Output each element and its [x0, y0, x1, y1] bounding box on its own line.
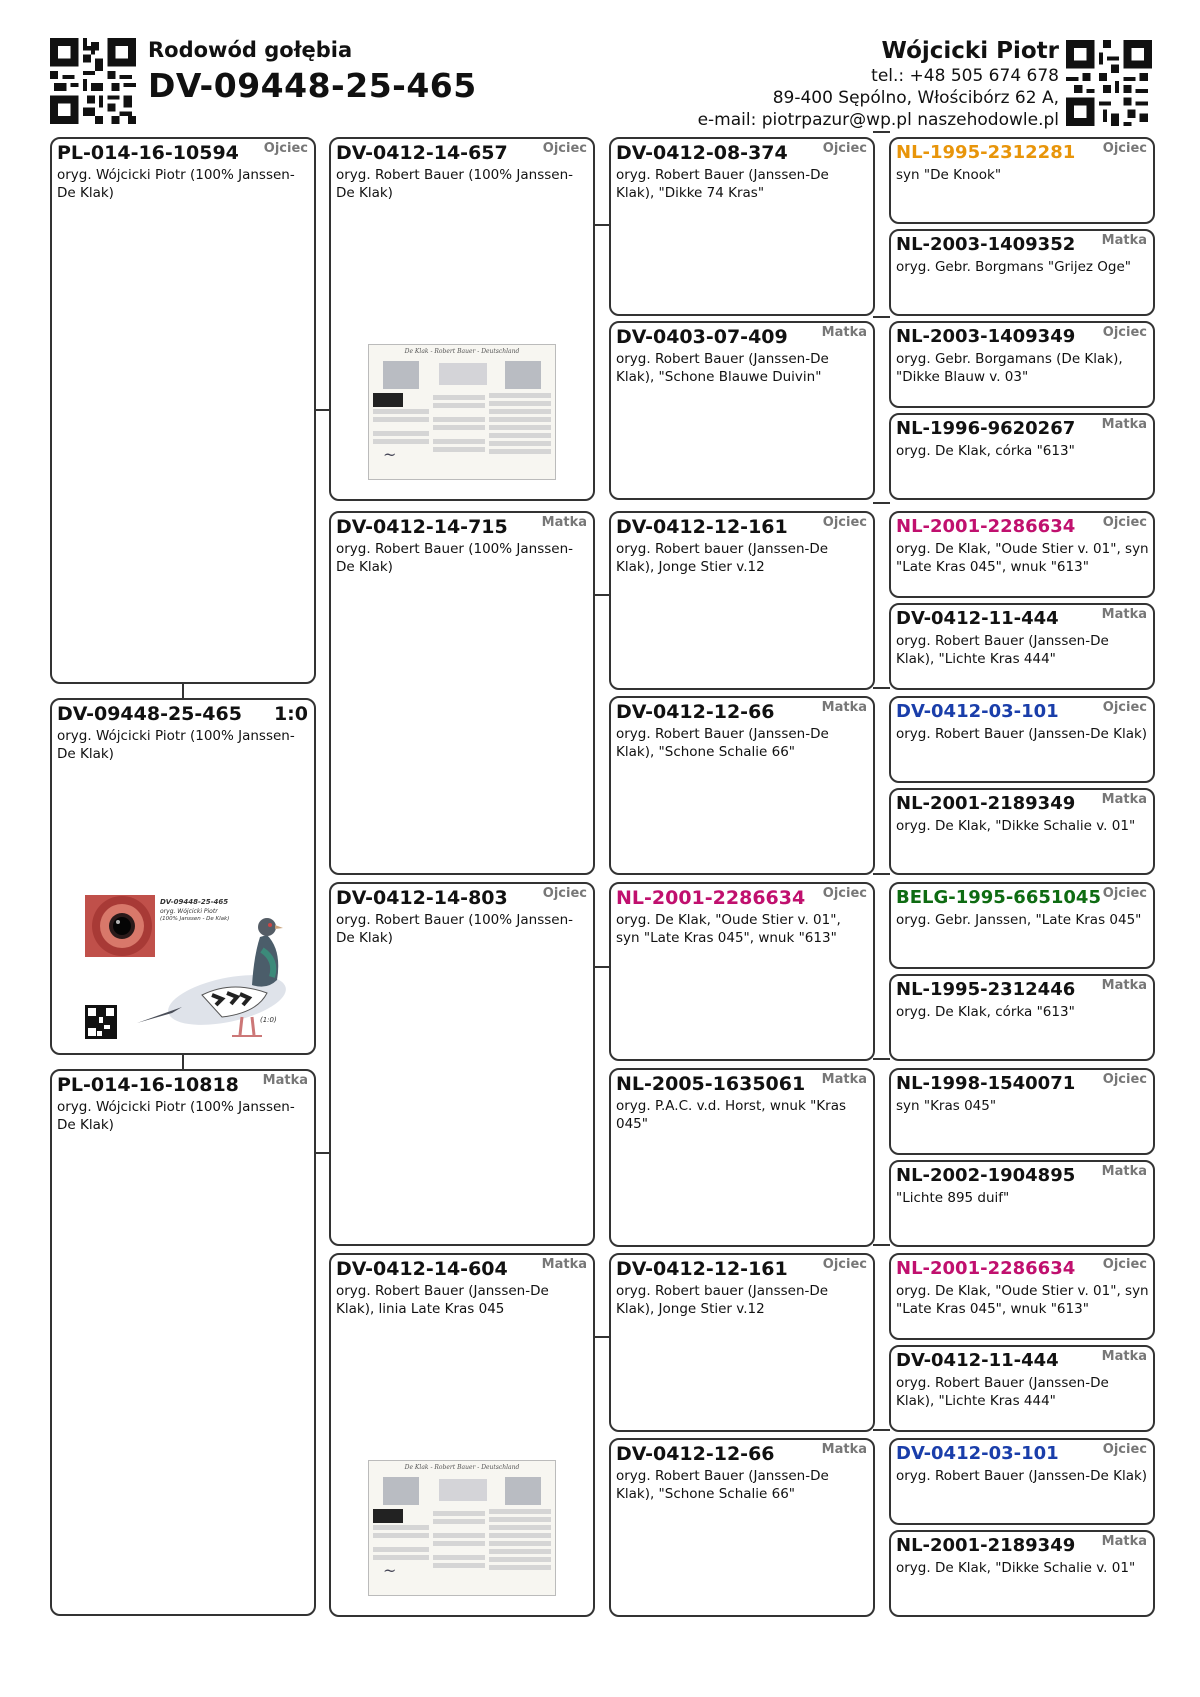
great-grandparent-card[interactable] — [609, 511, 875, 690]
sex-label: Ojciec — [542, 886, 587, 901]
connector-line — [873, 1244, 890, 1246]
great-grandparent-card[interactable] — [609, 1068, 875, 1247]
parent-card-dam[interactable] — [50, 1069, 316, 1616]
great-grandparent-card[interactable] — [609, 137, 875, 316]
sex-label: Matka — [821, 1442, 867, 1457]
photo-caption-sex: (1:0) — [260, 1016, 277, 1024]
gen4-card[interactable] — [889, 1345, 1155, 1432]
great-grandparent-card[interactable] — [609, 1253, 875, 1432]
sex-label: Ojciec — [1102, 700, 1147, 715]
ring-number: NL-2002-1904895 — [896, 1165, 1076, 1186]
gen4-card[interactable] — [889, 882, 1155, 969]
description: oryg. Robert Bauer (Janssen-De Klak), "Dikke 74 Kras" — [616, 167, 829, 201]
ring-number: PL-014-16-10594 — [57, 142, 239, 164]
pigeon-eye-image — [85, 895, 155, 957]
sex-label: Matka — [1101, 417, 1147, 432]
great-grandparent-card[interactable] — [609, 321, 875, 500]
sex-label: 1:0 — [273, 703, 308, 725]
connector-line — [593, 1336, 610, 1338]
ring-number: NL-2001-2286634 — [616, 887, 806, 909]
qr-code-left — [50, 38, 136, 124]
description: oryg. Robert Bauer (100% Janssen-De Klak) — [336, 541, 573, 575]
ring-number: DV-0412-12-161 — [616, 1258, 788, 1280]
ring-number: DV-09448-25-465 — [57, 703, 242, 725]
gen4-card[interactable] — [889, 1253, 1155, 1340]
connector-line — [593, 966, 610, 968]
description: syn "Kras 045" — [896, 1098, 997, 1114]
breeder-address: 89-400 Sępólno, Włościbórz 62 A, — [772, 88, 1059, 108]
great-grandparent-card[interactable] — [609, 696, 875, 875]
ring-number: DV-0412-03-101 — [896, 701, 1059, 722]
ring-number: DV-0412-03-101 — [896, 1443, 1059, 1464]
sex-label: Ojciec — [1102, 515, 1147, 530]
ring-number: NL-1996-9620267 — [896, 418, 1076, 439]
header-ring-number: DV-09448-25-465 — [148, 66, 477, 105]
sex-label: Ojciec — [822, 515, 867, 530]
connector-line — [182, 683, 184, 699]
connector-line — [873, 1058, 890, 1060]
description: oryg. Robert Bauer (100% Janssen-De Klak) — [336, 167, 573, 201]
ring-number: DV-0412-08-374 — [616, 142, 788, 164]
sex-label: Matka — [262, 1073, 308, 1088]
pedigree-title: Rodowód gołębia — [148, 38, 353, 62]
ring-number: NL-2003-1409352 — [896, 234, 1076, 255]
gen4-card[interactable] — [889, 1068, 1155, 1155]
sex-label: Ojciec — [1102, 886, 1147, 901]
ring-number: NL-1995-2312281 — [896, 142, 1076, 163]
connector-line — [873, 687, 890, 689]
description: oryg. Robert Bauer (Janssen-De Klak), "Lichte Kras 444" — [896, 633, 1109, 667]
photo-caption-ring: DV-09448-25-465 — [160, 898, 229, 906]
ring-number: DV-0412-11-444 — [896, 608, 1059, 629]
gen4-card[interactable] — [889, 974, 1155, 1061]
certificate-title: De Klak - Robert Bauer - Deutschland — [404, 348, 520, 355]
sex-label: Matka — [1101, 1349, 1147, 1364]
description: oryg. Gebr. Janssen, "Late Kras 045" — [896, 912, 1142, 928]
ring-number: DV-0412-11-444 — [896, 1350, 1059, 1371]
gen4-card[interactable] — [889, 788, 1155, 875]
ring-number: BELG-1995-6651045 — [896, 887, 1101, 908]
breeder-name: Wójcicki Piotr — [881, 38, 1059, 64]
ring-number: DV-0412-12-66 — [616, 701, 775, 723]
ring-number: DV-0412-12-66 — [616, 1443, 775, 1465]
description: oryg. De Klak, "Oude Stier v. 01", syn "Late Kras 045", wnuk "613" — [616, 912, 841, 946]
sex-label: Matka — [1101, 978, 1147, 993]
description: oryg. Robert Bauer (Janssen-De Klak), "Lichte Kras 444" — [896, 1375, 1109, 1409]
sex-label: Matka — [821, 700, 867, 715]
sex-label: Ojciec — [263, 141, 308, 156]
sex-label: Ojciec — [822, 886, 867, 901]
description: oryg. Robert bauer (Janssen-De Klak), Jonge Stier v.12 — [616, 1283, 829, 1317]
breeder-contact: e-mail: piotrpazur@wp.pl naszehodowle.pl — [697, 110, 1059, 130]
grandparent-card[interactable] — [329, 511, 595, 875]
gen4-card[interactable] — [889, 229, 1155, 316]
ring-number: NL-1995-2312446 — [896, 979, 1076, 1000]
description: oryg. Wójcicki Piotr (100% Janssen-De Klak) — [57, 728, 295, 762]
connector-line — [873, 131, 890, 133]
parent-card-sire[interactable] — [50, 137, 316, 684]
description: oryg. De Klak, "Oude Stier v. 01", syn "Late Kras 045", wnuk "613" — [896, 1283, 1149, 1317]
gen4-card[interactable] — [889, 511, 1155, 598]
description: oryg. De Klak, córka "613" — [896, 443, 1075, 459]
description: oryg. Gebr. Borgmans "Grijez Oge" — [896, 259, 1132, 275]
sex-label: Ojciec — [1102, 325, 1147, 340]
ring-number: NL-2005-1635061 — [616, 1073, 806, 1095]
connector-line — [593, 594, 610, 596]
ring-number: NL-2001-2286634 — [896, 516, 1076, 537]
description: oryg. Robert Bauer (Janssen-De Klak), linia Late Kras 045 — [336, 1283, 549, 1317]
description: oryg. Wójcicki Piotr (100% Janssen-De Klak) — [57, 167, 295, 201]
sex-label: Matka — [1101, 1534, 1147, 1549]
connector-line — [873, 316, 890, 318]
gen4-card[interactable] — [889, 1160, 1155, 1247]
sex-label: Ojciec — [1102, 1442, 1147, 1457]
description: oryg. Wójcicki Piotr (100% Janssen-De Klak) — [57, 1099, 295, 1133]
ring-number: DV-0412-14-715 — [336, 516, 508, 538]
ring-number: PL-014-16-10818 — [57, 1074, 239, 1096]
ring-number: DV-0403-07-409 — [616, 326, 788, 348]
main-pigeon-card[interactable] — [50, 698, 316, 1055]
ring-number: NL-2001-2286634 — [896, 1258, 1076, 1279]
photo-caption-strain: (100% Janssen - De Klak) — [160, 916, 230, 922]
ring-number: NL-1998-1540071 — [896, 1073, 1076, 1094]
connector-line — [873, 873, 890, 875]
sex-label: Matka — [1101, 1164, 1147, 1179]
connector-line — [182, 1054, 184, 1070]
description: oryg. Gebr. Borgamans (De Klak), "Dikke Blauw v. 03" — [896, 351, 1123, 385]
sex-label: Ojciec — [822, 141, 867, 156]
sex-label: Matka — [541, 515, 587, 530]
description: oryg. P.A.C. v.d. Horst, wnuk "Kras 045" — [616, 1098, 847, 1132]
ring-number: NL-2001-2189349 — [896, 1535, 1076, 1556]
description: oryg. De Klak, "Dikke Schalie v. 01" — [896, 818, 1136, 834]
pedigree-certificate-image: De Klak - Robert Bauer - Deutschland ~ — [368, 344, 556, 480]
gen4-card[interactable] — [889, 1438, 1155, 1525]
description: oryg. De Klak, "Oude Stier v. 01", syn "Late Kras 045", wnuk "613" — [896, 541, 1149, 575]
connector-line — [593, 224, 610, 226]
sex-label: Ojciec — [822, 1257, 867, 1272]
certificate-title: De Klak - Robert Bauer - Deutschland — [404, 1464, 520, 1471]
description: oryg. Robert Bauer (Janssen-De Klak) — [896, 1468, 1148, 1484]
sex-label: Ojciec — [542, 141, 587, 156]
ring-number: DV-0412-14-657 — [336, 142, 508, 164]
description: syn "De Knook" — [896, 167, 1002, 183]
description: oryg. Robert Bauer (100% Janssen-De Klak) — [336, 912, 573, 946]
gen4-card[interactable] — [889, 696, 1155, 783]
grandparent-card[interactable] — [329, 1253, 595, 1617]
sex-label: Matka — [821, 1072, 867, 1087]
gen4-card[interactable] — [889, 413, 1155, 500]
gen4-card[interactable] — [889, 321, 1155, 408]
ring-number: NL-2003-1409349 — [896, 326, 1076, 347]
description: oryg. Robert Bauer (Janssen-De Klak) — [896, 726, 1148, 742]
sex-label: Matka — [1101, 233, 1147, 248]
breeder-phone: tel.: +48 505 674 678 — [871, 66, 1059, 86]
sex-label: Ojciec — [1102, 141, 1147, 156]
great-grandparent-card[interactable] — [609, 882, 875, 1061]
photo-qr-icon — [85, 1005, 117, 1039]
sex-label: Matka — [541, 1257, 587, 1272]
ring-number: DV-0412-12-161 — [616, 516, 788, 538]
description: oryg. De Klak, córka "613" — [896, 1004, 1075, 1020]
sex-label: Matka — [821, 325, 867, 340]
gen4-card[interactable] — [889, 603, 1155, 690]
sex-label: Matka — [1101, 607, 1147, 622]
pedigree-certificate-image: De Klak - Robert Bauer - Deutschland ~ — [368, 1460, 556, 1596]
ring-number: DV-0412-14-803 — [336, 887, 508, 909]
description: oryg. Robert Bauer (Janssen-De Klak), "Schone Blauwe Duivin" — [616, 351, 829, 385]
pigeon-photo — [82, 895, 292, 1045]
photo-caption-owner: oryg. Wójcicki Piotr — [160, 908, 218, 915]
great-grandparent-card[interactable] — [609, 1438, 875, 1617]
qr-code-right — [1066, 40, 1152, 126]
description: oryg. Robert bauer (Janssen-De Klak), Jonge Stier v.12 — [616, 541, 829, 575]
connector-line — [873, 502, 890, 504]
description: oryg. De Klak, "Dikke Schalie v. 01" — [896, 1560, 1136, 1576]
connector-line — [873, 1429, 890, 1431]
description: oryg. Robert Bauer (Janssen-De Klak), "Schone Schalie 66" — [616, 1468, 829, 1502]
gen4-card[interactable] — [889, 137, 1155, 224]
description: "Lichte 895 duif" — [896, 1190, 1010, 1206]
sex-label: Ojciec — [1102, 1257, 1147, 1272]
description: oryg. Robert Bauer (Janssen-De Klak), "Schone Schalie 66" — [616, 726, 829, 760]
sex-label: Matka — [1101, 792, 1147, 807]
gen4-card[interactable] — [889, 1530, 1155, 1617]
ring-number: DV-0412-14-604 — [336, 1258, 508, 1280]
sex-label: Ojciec — [1102, 1072, 1147, 1087]
grandparent-card[interactable] — [329, 137, 595, 501]
grandparent-card[interactable] — [329, 882, 595, 1246]
ring-number: NL-2001-2189349 — [896, 793, 1076, 814]
